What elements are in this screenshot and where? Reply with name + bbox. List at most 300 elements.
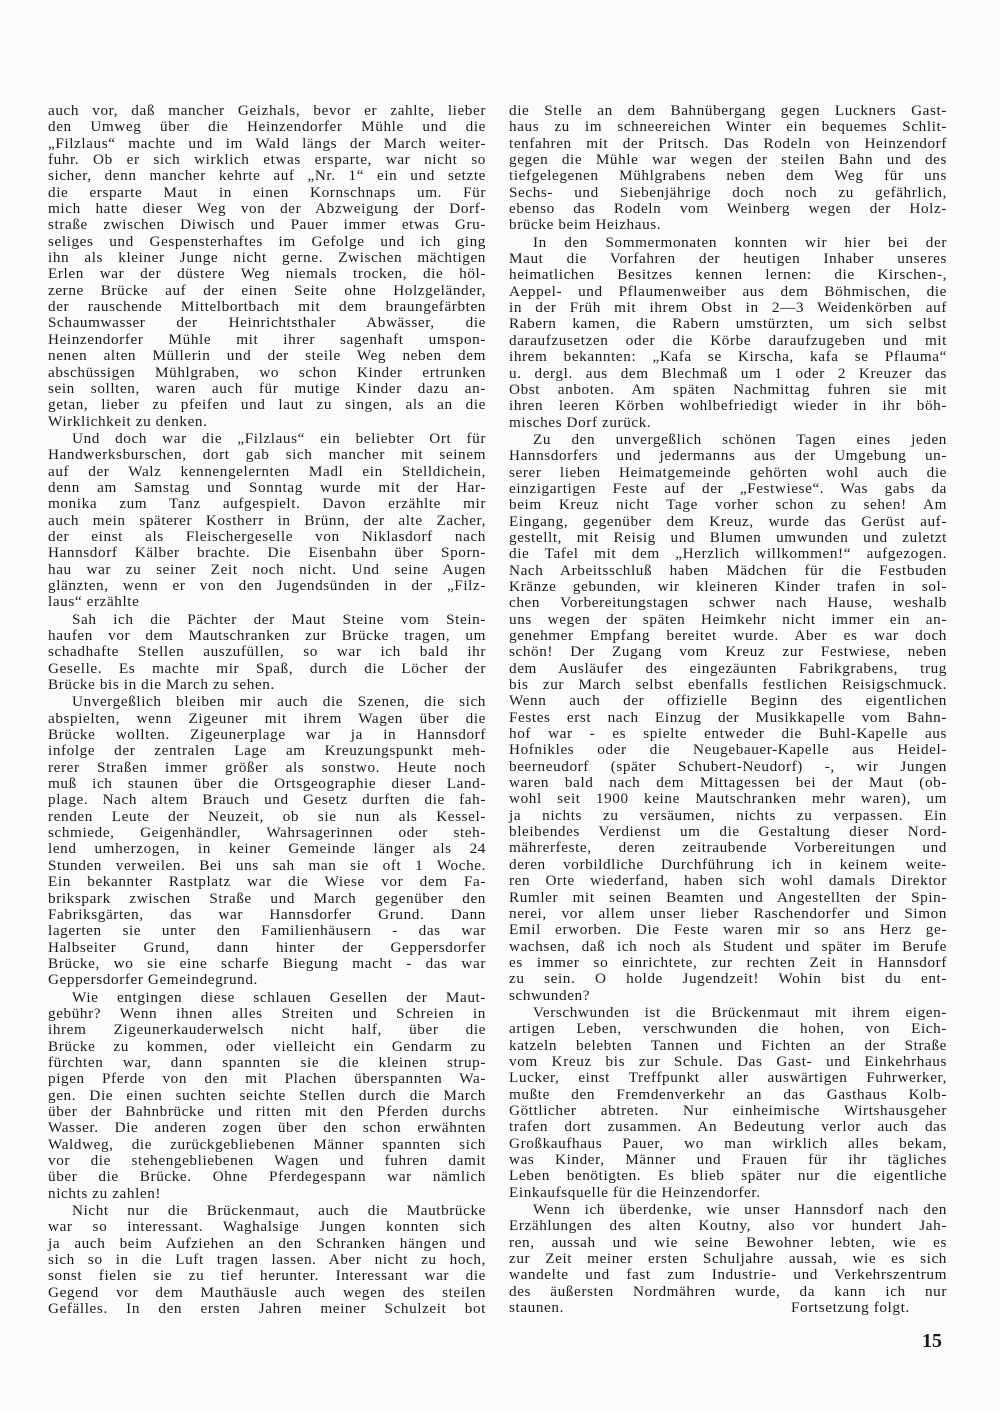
text-line-content: lend umherzogen, in keiner Gemeinde länger als 24 <box>48 840 486 858</box>
text-line <box>509 530 947 546</box>
text-line-content: ja auch beim Aufziehen an den Schranken hängen und <box>48 1234 486 1252</box>
text-line-content: in der Früh mit ihrem Obst in 2—3 Weidenkörben auf <box>509 299 947 317</box>
text-line <box>48 612 486 628</box>
text-line <box>509 661 947 677</box>
text-line <box>48 1301 486 1317</box>
text-line-content: uns wegen der späten Heimkehr nicht immer ein an- <box>509 610 947 628</box>
text-line <box>509 693 947 709</box>
text-line <box>509 448 947 464</box>
text-line-content: Einkaufsquelle für die Heinzendorfer. <box>509 1183 761 1201</box>
text-line <box>509 988 947 1004</box>
text-line <box>48 348 486 364</box>
text-line <box>509 398 947 414</box>
text-line-content: Leben benötigten. Es blieb später nur die eigentliche <box>509 1167 947 1185</box>
text-line <box>509 1103 947 1119</box>
text-line-content: hof war - es spielte entweder die Buhl-Kapelle aus <box>509 725 947 743</box>
text-line-content: schmiede, Geigenhändler, Wahrsagerinnen oder steh- <box>48 824 486 842</box>
text-line <box>509 890 947 906</box>
paragraph <box>509 103 947 234</box>
text-line-content: pigen Pferde von den mit Plachen überspannten Wa- <box>48 1070 486 1088</box>
text-line <box>509 726 947 742</box>
text-line-content: ihrem Zigeunerkauderwelsch nicht half, über die <box>48 1021 486 1039</box>
text-line <box>509 1136 947 1152</box>
text-line <box>509 677 947 693</box>
text-line <box>48 1006 486 1022</box>
text-line <box>48 315 486 331</box>
text-line-content: misches Dorf zurück. <box>509 413 652 431</box>
text-line-content: Nicht nur die Brückenmaut, auch die Mautbrücke <box>72 1202 486 1220</box>
text-line <box>509 1168 947 1184</box>
text-line-content: Gefälles. In den ersten Jahren meiner Schulzeit bot <box>48 1300 486 1318</box>
text-line-content: u. dergl. aus dem Blechmaß um 1 oder 2 Kreuzer das <box>509 364 947 382</box>
text-line <box>509 1119 947 1135</box>
text-line <box>509 1005 947 1021</box>
text-line <box>509 939 947 955</box>
text-line <box>509 791 947 807</box>
text-line <box>48 1236 486 1252</box>
text-line <box>509 1087 947 1103</box>
text-line-content: gen. Die einen suchten seichte Stellen durch die March <box>48 1086 486 1104</box>
text-line-content: monika zum Tanz aufgespielt. Davon erzählte mir <box>48 495 486 513</box>
text-line-content: trafen dort zusammen. An Bedeutung verlor auch das <box>509 1118 947 1136</box>
text-line-content: Hofnikles oder die Neugebauer-Kapelle aus Heidel- <box>509 741 947 759</box>
text-column-left <box>48 103 486 1318</box>
text-line-content: getan, lieber zu pfeifen und laut zu singen, als an die <box>48 396 486 414</box>
text-line <box>509 644 947 660</box>
text-line-content: Geselle. Es machte mir Spaß, durch die Löcher der <box>48 659 486 677</box>
text-line-content: der einst als Fleischergeselle von Niklasdorf nach <box>48 527 486 545</box>
text-line <box>48 152 486 168</box>
text-line-content: haus zu im schneereichen Winter ein bequemes Schlit- <box>509 118 947 136</box>
text-line-content: zur Zeit meiner ersten Schuljahre aussah, wie es sich <box>509 1250 947 1268</box>
text-line-content: sich so in die Luft tragen lassen. Aber nicht zu hoch, <box>48 1251 486 1269</box>
text-line <box>509 481 947 497</box>
text-line-content: heimatlichen Besitzes kennen lernen: die Kirschen-, <box>509 266 947 284</box>
text-line-content: Sechs- und Siebenjährige doch noch zu gefährlich, <box>509 183 947 201</box>
text-line <box>509 1021 947 1037</box>
text-line <box>509 284 947 300</box>
text-line <box>509 185 947 201</box>
paragraph <box>509 432 947 1004</box>
text-line <box>48 841 486 857</box>
text-line <box>509 119 947 135</box>
text-line <box>509 1070 947 1086</box>
text-line <box>48 365 486 381</box>
text-line <box>48 940 486 956</box>
text-line-content: chen Vorbereitungstagen schwer nach Hause, weshalb <box>509 594 947 612</box>
text-line-content: Gegend vor dem Mauthäusle auch wegen des steilen <box>48 1283 486 1301</box>
text-line <box>48 743 486 759</box>
text-line-content: brücke beim Heizhaus. <box>509 216 662 234</box>
text-line <box>509 906 947 922</box>
text-line <box>48 1268 486 1284</box>
text-line-content: ebenso das Rodeln vom Weinberg wegen der Holz- <box>509 200 947 218</box>
text-line-content: beim Kreuz nicht Tage vorher schon zu sehen! Am <box>509 496 947 514</box>
paragraph <box>48 103 486 430</box>
text-line-content: gebühr? Wenn ihnen alles Streiten und Schreien in <box>48 1004 486 1022</box>
text-line <box>509 1038 947 1054</box>
text-line-content: abspielten, wenn Zigeuner mit ihrem Wagen über die <box>48 709 486 727</box>
text-line-content: ihren leeren Körben wohlbefriedigt wieder in ihr böh- <box>509 397 947 415</box>
text-line-content: laus“ erzählte <box>48 593 140 611</box>
text-line <box>48 119 486 135</box>
text-line-content: Brücke bis in die March zu sehen. <box>48 676 275 694</box>
text-line-content: staunen. <box>509 1299 564 1317</box>
text-line-content: Stunden verweilen. Bei uns sah man sie oft 1 Woche. <box>48 856 486 874</box>
text-line <box>48 283 486 299</box>
paragraph <box>48 694 486 988</box>
text-line <box>48 250 486 266</box>
text-line <box>48 972 486 988</box>
text-line <box>48 545 486 561</box>
text-line-content: Waldweg, die zurückgebliebenen Männer spannten sich <box>48 1135 486 1153</box>
text-line <box>48 874 486 890</box>
text-line-content: vor die stehengebliebenen Wagen und fuhren damit <box>48 1152 486 1169</box>
text-line <box>509 922 947 938</box>
text-line <box>48 990 486 1006</box>
text-line <box>48 578 486 594</box>
text-line-content: die ersparte Maut in einen Kornschnaps um. Für <box>48 183 486 201</box>
text-line <box>48 1039 486 1055</box>
text-line-content: Festes erst nach Einzug der Musikkapelle vom Bahn- <box>509 708 947 726</box>
paragraph <box>48 612 486 694</box>
text-line <box>509 1218 947 1234</box>
text-line <box>48 103 486 119</box>
text-line-content: Aeppel- und Pflaumenweiber aus dem Böhmischen, die <box>509 282 947 300</box>
text-line <box>509 710 947 726</box>
text-line-content: schadhafte Stellen auszufüllen, so war ich bald ihr <box>48 643 486 661</box>
text-line <box>509 333 947 349</box>
text-line-content: ren Orte wiederfand, haben sich wohl damals Direktor <box>509 872 947 890</box>
text-line <box>48 1285 486 1301</box>
text-line <box>48 1055 486 1071</box>
text-line <box>509 1054 947 1070</box>
text-line <box>509 808 947 824</box>
text-line-content: wachsen, daß ich noch als Student und später im Berufe <box>509 937 947 955</box>
text-line-content: ja nichts zu versäumen, nichts zu verpassen. Ein <box>509 806 947 824</box>
text-line-content: muß ich staunen über die Ortsgeographie dieser Land- <box>48 775 486 793</box>
text-line-content: Brücke zu kommen, oder vielleicht ein Gendarm zu <box>48 1037 486 1055</box>
text-line-content: die Stelle an dem Bahnübergang gegen Luckners Gast- <box>509 102 947 119</box>
text-line <box>48 1137 486 1153</box>
text-column-right <box>509 103 947 1317</box>
text-line-content: Halbseiter Grund, dann hinter der Geppersdorfer <box>48 938 486 956</box>
text-line <box>48 1022 486 1038</box>
text-line-content: fürchten war, dann spannten sie die kleinen strup- <box>48 1053 486 1071</box>
text-line <box>509 366 947 382</box>
text-line <box>509 759 947 775</box>
text-line-content: Geppersdorfer Gemeindegrund. <box>48 971 258 989</box>
text-line-content: Rabern kamen, die Rabern umstürzten, um sich selbst <box>509 315 947 333</box>
text-line-content: katzeln belebten Tannen und Fichten an der Straße <box>509 1036 947 1054</box>
text-line-content: Ein bekannter Rastplatz war die Wiese vor dem Fa- <box>48 873 486 891</box>
text-line <box>48 431 486 447</box>
text-line <box>509 563 947 579</box>
text-line <box>48 644 486 660</box>
text-line <box>509 824 947 840</box>
text-line <box>509 955 947 971</box>
text-line-content: hau war zu seiner Zeit noch nicht. Und seine Augen <box>48 560 486 578</box>
text-line <box>48 907 486 923</box>
text-line-content: serer lieben Heimatgemeinde gehörten wohl auch die <box>509 463 947 481</box>
text-line <box>48 711 486 727</box>
text-line <box>48 891 486 907</box>
text-line <box>48 381 486 397</box>
text-line <box>509 628 947 644</box>
text-line-content: vom Kreuz bis zur Schule. Das Gast- und Einkehrhaus <box>509 1052 947 1070</box>
paragraph <box>509 1005 947 1201</box>
text-line <box>509 1152 947 1168</box>
text-line-content: Wirklichkeit zu denken. <box>48 412 208 430</box>
text-line <box>48 447 486 463</box>
text-line <box>48 332 486 348</box>
text-line-content: ihn als kleiner Junge nicht gerne. Zwischen mächtigen <box>48 249 486 267</box>
text-line <box>509 432 947 448</box>
text-line-content: Unvergeßlich bleiben mir auch die Szenen, die sich <box>72 693 486 711</box>
text-line <box>48 397 486 413</box>
text-line <box>48 185 486 201</box>
text-line <box>509 857 947 873</box>
text-line <box>509 235 947 251</box>
text-line <box>48 266 486 282</box>
text-line-content: Erlen war der düstere Weg niemals trocken, die höl- <box>48 265 486 283</box>
paragraph <box>48 990 486 1202</box>
text-line <box>509 1251 947 1267</box>
text-line <box>509 546 947 562</box>
text-line <box>48 1169 486 1185</box>
text-line-content: es immer so einrichtete, zur rechten Zeit in Hannsdorf <box>509 953 947 971</box>
text-line <box>48 234 486 250</box>
text-line-content: ren, aussah und wie seine Bewohner lebten, wie es <box>509 1233 947 1251</box>
text-line <box>48 168 486 184</box>
text-line-content: artigen Leben, verschwunden die hohen, von Eich- <box>509 1020 947 1038</box>
text-line-content: einzigartigen Feste auf der „Festwiese“. Was gabs da <box>509 479 947 497</box>
text-line <box>48 792 486 808</box>
text-line <box>48 136 486 152</box>
text-line-content: Kränze gebunden, wir kleineren Kinder trafen in sol- <box>509 577 947 595</box>
text-line <box>48 529 486 545</box>
text-line-content: Emil erworben. Die Feste waren mir so ans Herz ge- <box>509 921 947 939</box>
text-line-content: Maut die Vorfahren der heutigen Inhaber unseres <box>509 250 947 268</box>
text-line-content: lagerten sie unter den Familienhäusern - das war <box>48 922 486 940</box>
text-line-content: mich hatte dieser Weg von der Abzweigung der Dorf- <box>48 200 486 218</box>
text-line <box>509 201 947 217</box>
text-line-content: auch mein späterer Kostherr in Brünn, der alte Zacher, <box>48 511 486 529</box>
text-line <box>509 1185 947 1201</box>
text-line-content: Heinzendorfer Mühle mit ihrer sagenhaft umspon- <box>48 330 486 348</box>
text-line <box>509 136 947 152</box>
text-line-content: waren bald nach dem Mittagessen bei der Maut (ob- <box>509 774 947 792</box>
text-line-content: dem Ausläufer des eingezäunten Fabrikgrabens, trug <box>509 659 947 677</box>
text-line-content: bis zur March selbst ebenfalls festlichen Reisigschmuck. <box>509 676 947 694</box>
text-line-content: brikspark zwischen Straße und March gegenüber den <box>48 889 486 907</box>
text-line-content: „Filzlaus“ machte und im Wald längs der March weiter- <box>48 134 486 152</box>
text-line-content: denn am Samstag und Sonntag wurde mit der Har- <box>48 478 486 496</box>
paragraph <box>509 1202 947 1316</box>
text-line <box>509 840 947 856</box>
text-line-content: Wasser. Die anderen zogen über den schon erwähnten <box>48 1119 486 1137</box>
text-line <box>48 513 486 529</box>
text-line-content: haufen vor dem Mautschranken zur Brücke tragen, um <box>48 627 486 644</box>
text-line <box>509 1235 947 1251</box>
text-line <box>48 1153 486 1169</box>
text-line <box>48 1120 486 1136</box>
text-line-content: glänzten, wenn er von den Jugendsünden in der „Filz- <box>48 576 486 594</box>
text-line <box>509 971 947 987</box>
text-line-content: tiefgelegenen Mühlgrabens neben dem Weg für uns <box>509 167 947 185</box>
page-number: 15 <box>922 1330 942 1352</box>
text-line-content: Wenn auch der offizielle Beginn des eigentlichen <box>509 692 947 710</box>
text-line-content: straße zwischen Diwisch und Pauer immer etwas Gru- <box>48 216 486 234</box>
text-line <box>48 956 486 972</box>
paragraph <box>48 1203 486 1317</box>
text-line-content: zerne Brücke auf der einen Seite ohne Holzgeländer, <box>48 281 486 299</box>
text-line <box>509 742 947 758</box>
text-line <box>48 776 486 792</box>
text-line-content: ihrem bekannten: „Kafa se Kirscha, kafa se Pflauma“ <box>509 348 947 366</box>
text-line-content: was Kinder, Männer und Frauen für ihr tägliches <box>509 1151 947 1168</box>
text-line <box>48 480 486 496</box>
text-line <box>48 464 486 480</box>
text-line <box>509 873 947 889</box>
text-line-content: In den Sommermonaten konnten wir hier bei der <box>533 233 947 251</box>
text-line-content: mährerfeste, deren zeitraubende Vorbereitungen und <box>509 839 947 857</box>
text-line-content: schwunden? <box>509 986 591 1004</box>
text-line <box>509 595 947 611</box>
text-line-content: Göttlicher abtreten. Nur einheimische Wirtshausgeher <box>509 1101 947 1119</box>
text-line <box>48 496 486 512</box>
text-line <box>48 825 486 841</box>
text-line <box>509 267 947 283</box>
text-line-content: sicher, denn mancher kehrte auf „Nr. 1“ ein und setzte <box>48 167 486 185</box>
text-line-content: deren vorbildliche Durchführung ich in keinem weite- <box>509 855 947 873</box>
text-line <box>48 677 486 693</box>
text-line <box>509 1202 947 1218</box>
text-line-content: Großkaufhaus Pauer, wo man wirklich alles bekam, <box>509 1134 947 1152</box>
text-line-content: Fabriksgärten, das war Hannsdorfer Grund. Dann <box>48 905 486 923</box>
text-line-content: seliges und Gespensterhaftes im Gefolge und ich ging <box>48 232 486 250</box>
text-line <box>48 760 486 776</box>
text-line <box>48 1203 486 1219</box>
text-line-content: auf der Walz kennengelernten Madl ein Stelldichein, <box>48 462 486 480</box>
text-line-content: beerneudorf (später Schubert-Neudorf) -, wir Jungen <box>509 757 947 775</box>
text-line-content: Verschwunden ist die Brückenmaut mit ihrem eigen- <box>533 1003 947 1021</box>
text-line-content: fuhr. Ob er sich wirklich etwas ersparte, war nicht so <box>48 151 486 169</box>
text-line <box>48 858 486 874</box>
text-line <box>48 661 486 677</box>
text-line-content: sonst fielen sie zu tief herunter. Interessant war die <box>48 1267 486 1285</box>
text-line <box>48 809 486 825</box>
text-line-content: Schaumwasser der Heinrichtsthaler Abwässer, die <box>48 314 486 332</box>
text-line-content: war so interessant. Waghalsige Jungen konnten sich <box>48 1218 486 1236</box>
text-line <box>509 415 947 431</box>
text-line-content: Zu den unvergeßlich schönen Tagen eines jeden <box>533 430 947 448</box>
text-line-content: des äußersten Nordmähren wurde, da kann ich nur <box>509 1282 947 1300</box>
text-line <box>48 1219 486 1235</box>
text-line-content: daraufzusetzen oder die Körbe daraufzugeben und mit <box>509 331 947 349</box>
text-line-content: den Umweg über die Heinzendorfer Mühle und die <box>48 118 486 136</box>
text-line <box>509 217 947 233</box>
text-line <box>509 1284 947 1300</box>
text-line-content: Sah ich die Pächter der Maut Steine vom Stein- <box>72 610 486 628</box>
text-line-content: über die Brücke. Ohne Pferdegespann war nämlich <box>48 1168 486 1186</box>
text-line-content: nenen alten Müllerin und der steile Weg neben dem <box>48 347 486 365</box>
text-line-content: Brücke wollten. Zigeunerplage war ja in Hannsdorf <box>48 726 486 744</box>
text-line <box>509 349 947 365</box>
text-line-content: gegen die Mühle war wegen der steilen Bahn und des <box>509 151 947 169</box>
text-line <box>509 251 947 267</box>
text-line-content: wohl seit 1900 keine Mautschranken mehr waren), um <box>509 790 947 808</box>
text-line-content: die Tafel mit dem „Herzlich willkommen!“ aufgezogen. <box>509 545 947 563</box>
text-line-content: infolge der zentralen Lage am Kreuzungspunkt meh- <box>48 742 486 760</box>
text-line <box>509 1300 947 1316</box>
text-line-content: schön! Der Zugang vom Kreuz zur Festwiese, neben <box>509 643 947 661</box>
text-line <box>509 316 947 332</box>
text-line-content: nerei, vor allem unser lieber Raschendorfer und Simon <box>509 904 947 922</box>
text-line <box>48 628 486 644</box>
text-line-content: Hannsdorf Kälber brachte. Die Eisenbahn über Sporn- <box>48 544 486 562</box>
continuation-note: Fortsetzung folgt. <box>791 1299 910 1317</box>
text-line <box>48 594 486 610</box>
text-line <box>48 727 486 743</box>
text-line-content: Wie entgingen diese schlauen Gesellen der Maut- <box>72 988 486 1006</box>
text-line-content: sein sollten, waren auch für mutige Kinder dazu an- <box>48 379 486 397</box>
text-line-content: über der Bahnbrücke und ritten mit den Pferden durchs <box>48 1102 486 1120</box>
text-line-content: Handwerksburschen, dort gab sich mancher mit seinem <box>48 446 486 464</box>
text-line <box>509 465 947 481</box>
text-line <box>48 201 486 217</box>
paragraph <box>509 235 947 431</box>
text-line-content: zu sein. O holde Jugendzeit! Wohin bist du ent- <box>509 970 947 988</box>
text-line <box>509 382 947 398</box>
text-line-content: der rauschende Mittelbortbach mit dem braungefärbten <box>48 298 486 316</box>
text-line-content: Eingang, gegenüber dem Kreuz, wurde das Gerüst auf- <box>509 512 947 530</box>
text-line <box>509 612 947 628</box>
text-line-content: tenfahren mit der Pritsch. Das Rodeln von Heinzendorf <box>509 134 947 152</box>
text-line <box>509 497 947 513</box>
text-line-content: plage. Nach altem Brauch und Gesetz durften die fah- <box>48 791 486 809</box>
text-line-content: auch vor, daß mancher Geizhals, bevor er zahlte, lieber <box>48 102 486 119</box>
text-line <box>509 775 947 791</box>
text-line-content: Hannsdorfers und jedermanns aus der Umgebung un- <box>509 447 947 465</box>
text-line-content: Erzählungen des alten Koutny, also vor hundert Jah- <box>509 1217 947 1235</box>
text-line <box>48 1071 486 1087</box>
text-line <box>509 579 947 595</box>
text-line-content: bleibendes Verdienst um die Gestaltung dieser Nord- <box>509 823 947 841</box>
text-line-content: nichts zu zahlen! <box>48 1184 162 1202</box>
text-line <box>48 1104 486 1120</box>
text-line <box>509 103 947 119</box>
text-line <box>48 414 486 430</box>
text-line-content: Rumler mit seinen Beamten und Angestellten der Spin- <box>509 888 947 906</box>
text-line <box>509 300 947 316</box>
text-line <box>509 152 947 168</box>
text-line <box>48 923 486 939</box>
text-line-content: Brücke, wo sie eine scharfe Biegung macht - das war <box>48 954 486 972</box>
text-line <box>48 299 486 315</box>
text-line-content: abschüssigen Mühlgraben, wo schon Kinder ertrunken <box>48 363 486 381</box>
text-line-content: Wenn ich überdenke, wie unser Hannsdorf nach den <box>533 1201 947 1219</box>
text-line <box>48 217 486 233</box>
text-line-content: Und doch war die „Filzlaus“ ein beliebter Ort für <box>72 429 486 447</box>
text-line-content: Obst anboten. Am späten Nachmittag fuhren sie mit <box>509 380 947 398</box>
text-line-content: wandelte und fast zum Industrie- und Verkehrszentrum <box>509 1266 947 1284</box>
paragraph <box>48 431 486 611</box>
text-line-content: mußte den Fremdenverkehr an das Gasthaus Kolb- <box>509 1085 947 1103</box>
text-line-content: rerer Straßen immer größer als sonstwo. Heute noch <box>48 758 486 776</box>
text-line-content: gestellt, mit Reisig und Blumen umwunden und zuletzt <box>509 528 947 546</box>
text-line-content: Lucker, einst Treffpunkt aller auswärtigen Fuhrwerker, <box>509 1069 947 1087</box>
